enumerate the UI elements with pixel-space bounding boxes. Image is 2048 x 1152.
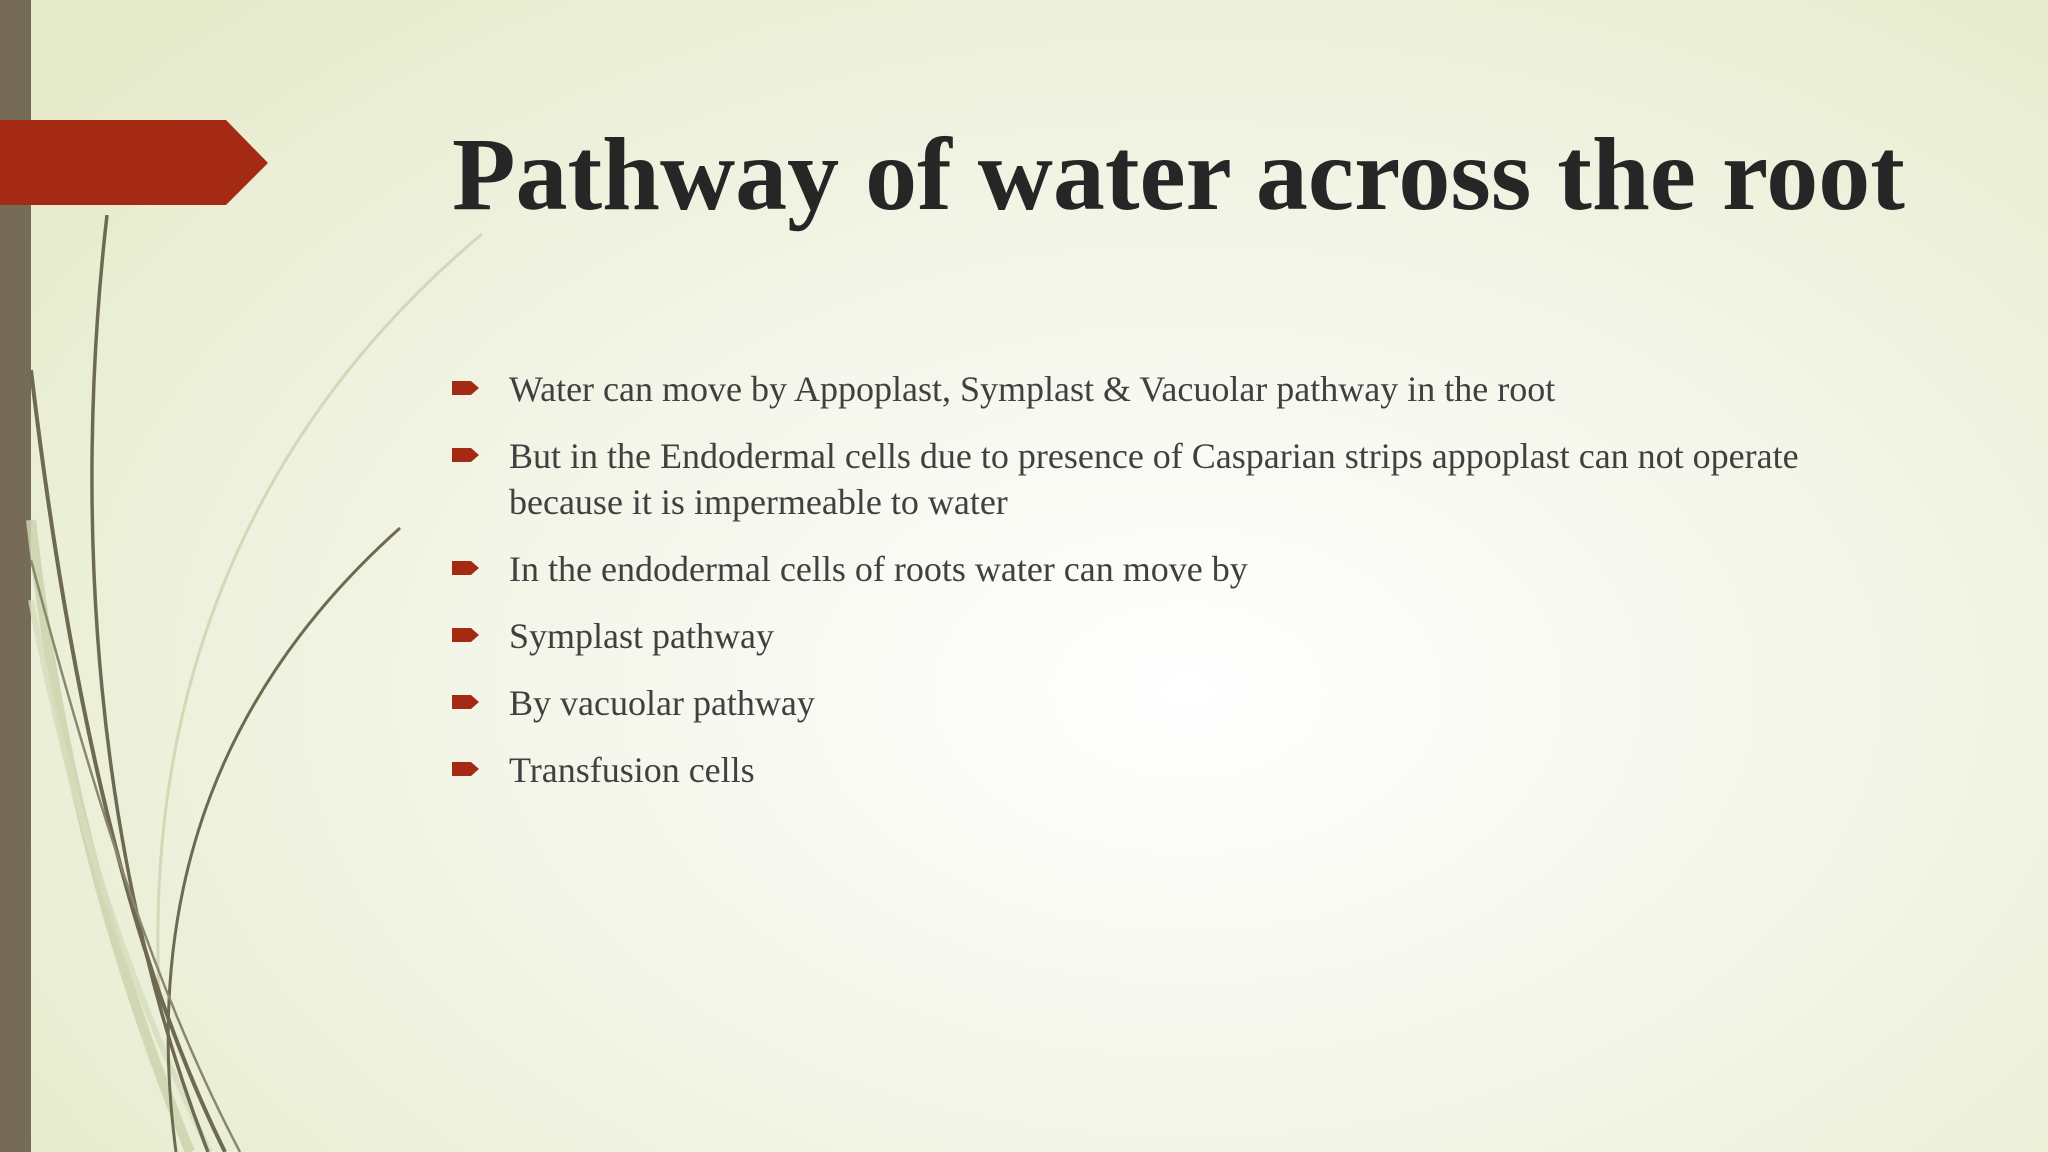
- arrow-bullet-icon: [452, 693, 480, 711]
- arrow-bullet-icon: [452, 446, 480, 464]
- bullet-text: Transfusion cells: [509, 750, 755, 790]
- bullet-item: [452, 546, 1892, 592]
- bullet-text: In the endodermal cells of roots water can move by: [509, 549, 1248, 589]
- arrow-bullet-icon: [452, 760, 480, 778]
- arrow-bullet-icon: [452, 626, 480, 644]
- title-arrow-banner: [0, 120, 268, 205]
- bullet-item: [452, 433, 1892, 525]
- bullet-text: Symplast pathway: [509, 616, 774, 656]
- bullet-item: [452, 747, 1892, 793]
- bullet-text: Water can move by Appoplast, Symplast & Vacuolar pathway in the root: [509, 369, 1556, 409]
- arrow-bullet-icon: [452, 379, 480, 397]
- bullet-item: [452, 680, 1892, 726]
- bullet-item: [452, 613, 1892, 659]
- bullet-text: But in the Endodermal cells due to presence of Casparian strips appoplast can not operate because it is impermeable to water: [509, 436, 1799, 522]
- bullet-text: By vacuolar pathway: [509, 683, 815, 723]
- slide-title: Pathway of water across the root: [452, 117, 1905, 232]
- arrow-bullet-icon: [452, 559, 480, 577]
- bullet-list: [452, 366, 1892, 814]
- bullet-item: [452, 366, 1892, 412]
